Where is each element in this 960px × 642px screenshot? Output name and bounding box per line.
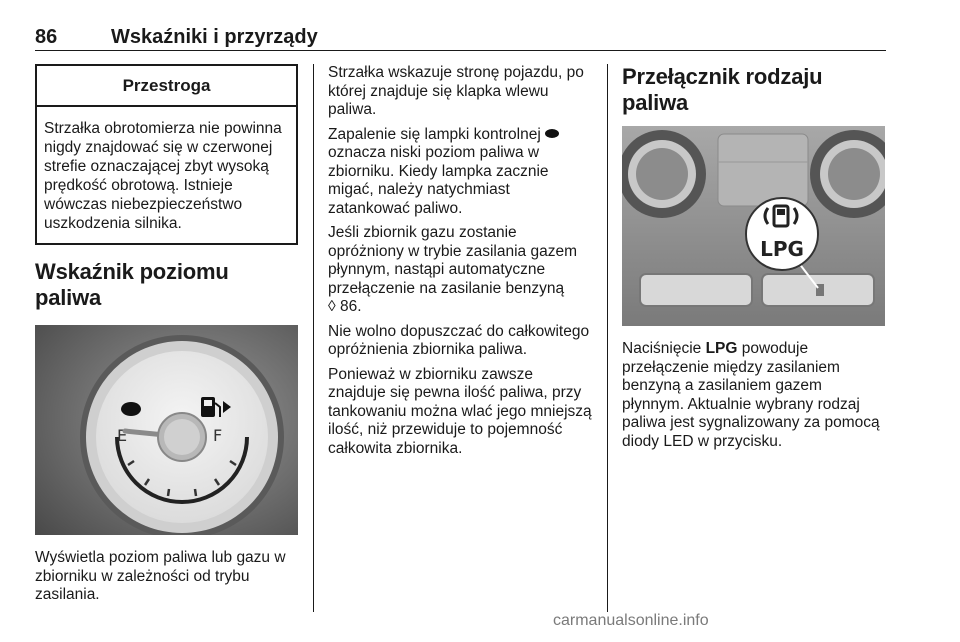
running-title: Wskaźniki i przyrządy — [111, 26, 318, 48]
column-divider-1 — [313, 64, 314, 612]
paragraph-refuel: Ponieważ w zbiorniku zawsze znajduje się pewna ilość paliwa, przy tankowaniu można wlać jego mniejszą ilość, niż przewiduje to pojemność całkowita zbiornika. — [328, 365, 592, 457]
paragraph-gas-empty — [328, 224, 592, 317]
fuel-selector-paragraph — [622, 340, 886, 451]
fuel-gauge-illustration — [35, 325, 298, 535]
low-fuel-indicator-icon — [545, 129, 559, 138]
gauge-empty-label: E — [117, 426, 128, 445]
column-1 — [35, 64, 298, 605]
column-2 — [328, 64, 592, 458]
dashboard-illustration — [622, 126, 885, 326]
caution-box — [35, 64, 298, 245]
page-number: 86 — [35, 26, 58, 48]
low-fuel-lamp-icon — [121, 402, 141, 416]
selector-text-after: powoduje przełączenie między zasilaniem benzyną a zasilaniem gazem płynnym. Aktualnie wybrany rodzaj paliwa jest sygnalizowany za pomocą diody LED w przycisku. — [622, 340, 880, 450]
column-divider-2 — [607, 64, 608, 612]
lpg-callout-label: LPG — [760, 237, 804, 261]
selector-text-before: Naciśnięcie — [622, 340, 706, 357]
fuel-gauge-figure — [35, 325, 298, 535]
warning-lamp-text-before: Zapalenie się lampki kontrolnej — [328, 125, 546, 143]
fuel-gauge-caption: Wyświetla poziom paliwa lub gazu w zbiorniku w zależności od trybu zasilania. — [35, 549, 286, 603]
paragraph-warning-lamp — [328, 126, 592, 219]
gas-empty-text: Jeśli zbiornik gazu zostanie opróżniony w trybie zasilania gazem płynnym, nastąpi automatyczne przełączenie na zasilanie benzyną — [328, 224, 577, 297]
caution-title: Przestroga — [37, 66, 296, 107]
page-reference-link[interactable]: 86. — [339, 298, 362, 315]
page-reference-icon: ◊ — [328, 298, 336, 315]
warning-lamp-text-after: oznacza niski poziom paliwa w zbiorniku. Kiedy lampka zacznie migać, należy natychmiast zatankować paliwo. — [328, 144, 549, 217]
paragraph-arrow: Strzałka wskazuje stronę pojazdu, po której znajduje się klapka wlewu paliwa. — [328, 64, 584, 118]
selector-text-bold: LPG — [705, 340, 738, 357]
paragraph-no-empty: Nie wolno dopuszczać do całkowitego opróżnienia zbiornika paliwa. — [328, 322, 590, 358]
column-3 — [622, 64, 886, 451]
caution-text: Strzałka obrotomierza nie powinna nigdy znajdować się w czerwonej strefie oznaczającej zbyt wysoką prędkość obrotową. Istnieje wówczas niebezpieczeństwo uszkodzenia silnika. — [44, 120, 282, 232]
fuel-gauge-heading: Wskaźnik poziomu paliwa — [35, 259, 229, 310]
watermark[interactable]: carmanualsonline.info — [553, 612, 709, 629]
fuel-selector-heading: Przełącznik rodzaju paliwa — [622, 64, 823, 115]
page-header — [35, 26, 886, 51]
fuel-selector-figure — [622, 126, 885, 326]
gauge-full-label: F — [213, 426, 223, 445]
